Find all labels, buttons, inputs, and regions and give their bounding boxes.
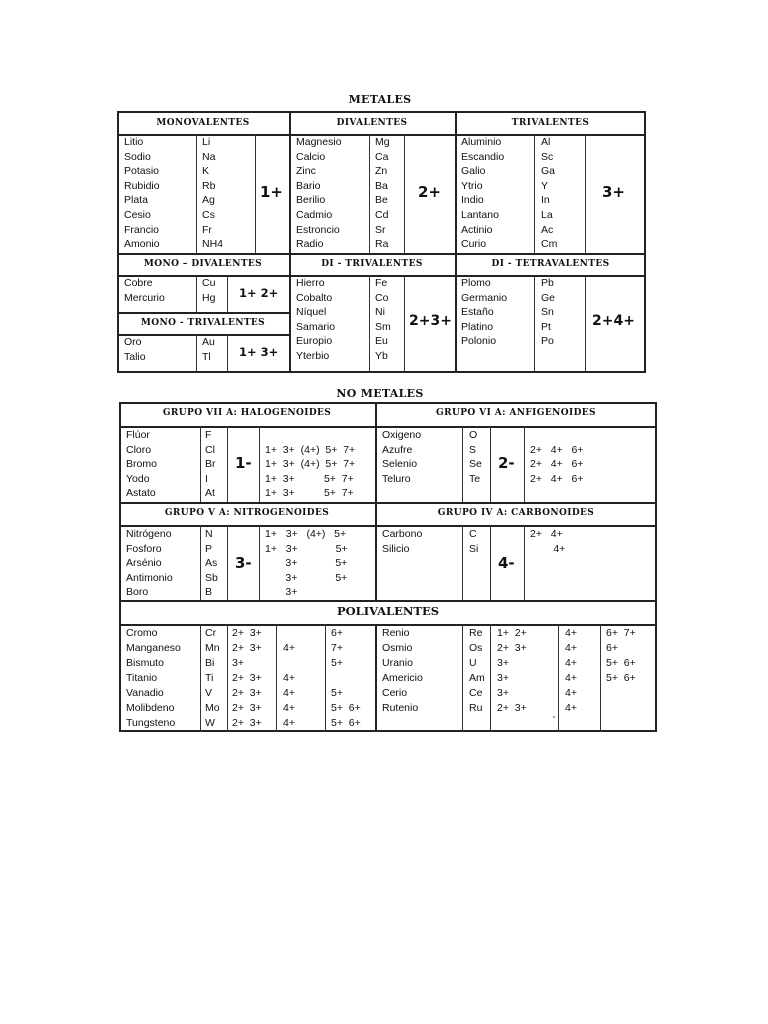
oxidation-states-item: 5+ <box>331 687 343 699</box>
halogenoides-header: GRUPO VII A: HALOGENOIDES <box>162 408 332 418</box>
valence-label: 2- <box>498 454 515 472</box>
element-symbols-item: Ga <box>541 165 556 178</box>
oxidation-states <box>283 626 295 731</box>
element-names <box>124 276 165 305</box>
element-symbols <box>469 626 485 716</box>
element-names-item: Europio <box>296 335 333 348</box>
oxidation-states-item: 5+ 6+ <box>331 717 361 729</box>
element-symbols-item: Ra <box>375 238 389 251</box>
element-symbols-item: Po <box>541 335 554 348</box>
element-symbols-item: U <box>469 657 477 669</box>
element-symbols-item: Rb <box>202 179 216 192</box>
oxidation-states-item: 5+ <box>331 657 343 669</box>
element-names-item: Yterbio <box>296 349 330 362</box>
element-symbols-item: Al <box>541 136 551 148</box>
element-names <box>126 428 157 501</box>
divider <box>117 312 289 314</box>
oxidation-states-item: 5+ 6+ <box>606 672 636 684</box>
element-symbols-item: Pt <box>541 320 551 333</box>
oxidation-states-item: 2+ 3+ <box>232 687 262 699</box>
element-symbols <box>541 135 557 252</box>
oxidation-states-item: 2+ 4+ 6+ <box>530 472 584 485</box>
element-names-item: Cobre <box>124 277 153 289</box>
metales-title: METALES <box>348 93 412 106</box>
element-symbols-item: Sr <box>375 223 386 236</box>
element-names <box>126 626 181 731</box>
divider <box>200 624 201 732</box>
element-symbols-item: Tl <box>202 350 211 363</box>
element-symbols-item: K <box>202 165 210 178</box>
element-names-item: Silicio <box>382 542 410 555</box>
oxidation-states <box>497 626 527 716</box>
element-names-item: Teluro <box>382 472 411 485</box>
element-names <box>461 276 507 349</box>
element-names-item: Samario <box>296 320 336 333</box>
element-names-item: Estroncio <box>296 223 340 236</box>
oxidation-states-item <box>283 656 295 671</box>
element-symbols-item: Ce <box>469 687 483 699</box>
element-symbols-item: NH4 <box>202 238 224 251</box>
element-symbols-item: Si <box>469 542 479 555</box>
element-names-item: Carbono <box>382 528 423 540</box>
oxidation-states-item: 6+ 7+ <box>606 627 636 639</box>
oxidation-states-item <box>530 428 583 443</box>
divider <box>524 525 525 600</box>
divider <box>462 426 463 502</box>
nitrogenoides-header: GRUPO V A: NITROGENOIDES <box>164 508 330 518</box>
element-names-item: Mercurio <box>124 291 165 304</box>
element-symbols-item: Be <box>375 194 388 207</box>
element-names-item: Galio <box>461 165 486 178</box>
divalentes-header: DIVALENTES <box>336 118 408 128</box>
oxidation-states-item: 4+ <box>283 702 295 714</box>
divider <box>119 600 657 602</box>
element-symbols-item: Cd <box>375 208 389 221</box>
divider <box>196 334 197 373</box>
element-names-item: Talio <box>124 350 146 363</box>
element-names <box>382 428 421 486</box>
element-symbols-item: At <box>205 487 215 500</box>
element-symbols-item: Cr <box>205 627 217 639</box>
divider <box>585 275 586 373</box>
oxidation-states-item: 3+ <box>497 687 509 699</box>
speck-mark <box>553 716 555 718</box>
element-names-item: Rubidio <box>124 179 160 192</box>
element-names <box>124 135 160 252</box>
element-symbols-item: N <box>205 528 213 540</box>
element-names-item: Manganeso <box>126 642 181 654</box>
element-symbols-item: Os <box>469 642 483 654</box>
divider <box>255 134 256 253</box>
divider <box>289 111 291 373</box>
divider <box>375 402 377 600</box>
divider <box>259 426 260 502</box>
element-names-item: Platino <box>461 320 494 333</box>
element-symbols-item: Au <box>202 336 215 348</box>
divider <box>455 111 457 373</box>
divider <box>259 525 260 600</box>
element-names-item: Astato <box>126 487 156 500</box>
element-symbols-item: Zn <box>375 165 388 178</box>
element-symbols-item: Cs <box>202 208 215 221</box>
divider <box>600 624 601 732</box>
oxidation-states-item: 4+ <box>283 717 295 729</box>
element-names-item: Cesio <box>124 208 151 221</box>
oxidation-states-item: 4+ <box>565 627 577 639</box>
element-names-item: Zinc <box>296 165 316 178</box>
element-names-item: Uranio <box>382 657 413 669</box>
oxidation-states-item: 2+ 3+ <box>232 672 262 684</box>
element-symbols-item: Li <box>202 136 211 148</box>
divider <box>119 502 657 504</box>
element-names-item: Cromo <box>126 627 158 639</box>
element-names-item: Titanio <box>126 672 158 684</box>
divider <box>227 525 228 600</box>
oxidation-states-item: 4+ <box>565 672 577 684</box>
oxidation-states-item: 4+ <box>565 642 577 654</box>
element-symbols <box>205 527 218 600</box>
oxidation-states-item: 2+ 3+ <box>497 702 527 714</box>
element-names-item: Yodo <box>126 472 150 485</box>
element-symbols-item: Ag <box>202 194 215 207</box>
element-names-item: Nitrógeno <box>126 528 172 540</box>
element-symbols-item: Te <box>469 472 481 485</box>
element-symbols-item: Mo <box>205 702 220 714</box>
element-symbols-item: Am <box>469 672 485 684</box>
element-names <box>296 276 335 364</box>
oxidation-states-item: 6+ <box>331 627 343 639</box>
element-symbols-item: Ca <box>375 150 389 163</box>
divider <box>200 525 201 600</box>
element-names-item: Renio <box>382 627 410 639</box>
divider <box>534 275 535 373</box>
element-names-item: Calcio <box>296 150 326 163</box>
oxidation-states-item: 4+ <box>565 657 577 669</box>
oxidation-states-item: 4+ <box>283 672 295 684</box>
element-symbols <box>202 276 215 305</box>
oxidation-states-item: 2+ 3+ <box>497 642 527 654</box>
oxidation-states-item: 3+ 5+ <box>265 571 348 584</box>
element-symbols-item: Cm <box>541 238 558 251</box>
element-names-item: Bismuto <box>126 657 164 669</box>
oxidation-states-item: 3+ <box>265 586 298 599</box>
element-symbols-item: Mn <box>205 642 220 654</box>
oxidation-states-item: 4+ <box>530 542 566 555</box>
oxidation-states-item: 4+ <box>283 642 295 654</box>
divider <box>585 134 586 253</box>
oxidation-states-item: 2+ 3+ <box>232 627 262 639</box>
element-names-item: Flúor <box>126 429 150 441</box>
element-names-item: Oxigeno <box>382 429 422 441</box>
oxidation-states <box>565 626 577 716</box>
element-symbols-item: Ba <box>375 179 388 192</box>
oxidation-states <box>265 428 355 501</box>
element-names-item: Potasio <box>124 165 160 178</box>
oxidation-states <box>232 626 262 731</box>
divider <box>227 334 228 373</box>
element-symbols <box>202 135 223 252</box>
element-symbols-item: Fe <box>375 277 388 289</box>
element-names <box>126 527 173 600</box>
element-names <box>124 335 146 364</box>
monovalentes-header: MONOVALENTES <box>156 118 250 128</box>
oxidation-states-item: 2+ 4+ 6+ <box>530 458 584 471</box>
element-symbols <box>375 276 391 364</box>
di-trivalentes-header: DI - TRIVALENTES <box>321 259 423 269</box>
valence-label: 1+ 2+ <box>239 286 279 300</box>
oxidation-states <box>530 428 583 486</box>
valence-label: 2+3+ <box>409 313 452 329</box>
element-names-item: Actinio <box>461 223 493 236</box>
element-symbols-item: Ni <box>375 306 385 319</box>
element-names-item: Tungsteno <box>126 717 176 729</box>
element-symbols-item: O <box>469 429 478 441</box>
oxidation-states <box>530 527 565 556</box>
element-names-item: Plata <box>124 194 148 207</box>
element-symbols-item: I <box>205 472 208 485</box>
element-names-item: Oro <box>124 336 142 348</box>
trivalentes-header: TRIVALENTES <box>511 118 590 128</box>
oxidation-states-item: 1+ 3+ 5+ 7+ <box>265 472 354 485</box>
divider <box>227 275 228 312</box>
element-symbols-item: C <box>469 528 477 540</box>
oxidation-states-item: 1+ 3+ 5+ <box>265 542 348 555</box>
valence-label: 1+ <box>260 183 284 201</box>
element-symbols-item: S <box>469 443 477 456</box>
element-symbols-item: Se <box>469 458 482 471</box>
oxidation-states-item <box>331 671 361 686</box>
oxidation-states-item: 5+ 6+ <box>606 657 636 669</box>
no-metales-title: NO METALES <box>336 387 424 400</box>
element-names-item: Arsénio <box>126 557 162 570</box>
element-names-item: Radio <box>296 238 324 251</box>
oxidation-states-item: 7+ <box>331 642 343 654</box>
element-symbols-item: Bi <box>205 657 215 669</box>
oxidation-states-item: 5+ 6+ <box>331 702 361 714</box>
element-names-item: Germanio <box>461 291 508 304</box>
element-symbols-item: Y <box>541 179 549 192</box>
divider <box>325 624 326 732</box>
oxidation-states-item: 2+ 3+ <box>232 642 262 654</box>
oxidation-states <box>606 626 636 716</box>
element-symbols-item: Re <box>469 627 483 639</box>
element-names <box>382 626 423 716</box>
mono-trivalentes-header: MONO - TRIVALENTES <box>140 318 266 328</box>
element-names-item: Níquel <box>296 306 327 319</box>
oxidation-states-item <box>265 428 355 443</box>
element-names-item: Vanadio <box>126 687 164 699</box>
element-symbols <box>541 276 555 349</box>
element-names-item: Berilio <box>296 194 326 207</box>
element-names-item: Hierro <box>296 277 325 289</box>
element-symbols-item: As <box>205 557 218 570</box>
element-names-item: Ytrio <box>461 179 483 192</box>
element-names <box>296 135 342 252</box>
element-names <box>382 527 422 556</box>
element-symbols-item: Pb <box>541 277 554 289</box>
element-symbols-item: Cu <box>202 277 216 289</box>
element-names-item: Rutenio <box>382 702 419 714</box>
element-symbols-item: Ge <box>541 291 556 304</box>
element-symbols-item: F <box>205 429 212 441</box>
oxidation-states-item: 3+ <box>232 657 244 669</box>
oxidation-states-item <box>283 626 295 641</box>
element-symbols <box>375 135 390 252</box>
element-symbols-item: Sn <box>541 306 554 319</box>
element-symbols <box>205 626 220 731</box>
element-names-item: Polonio <box>461 335 497 348</box>
divider <box>524 426 525 502</box>
element-names-item: Curio <box>461 238 487 251</box>
oxidation-states-item: 4+ <box>565 687 577 699</box>
element-symbols <box>469 527 478 556</box>
element-symbols-item: Ti <box>205 672 214 684</box>
element-symbols-item: W <box>205 717 215 729</box>
oxidation-states-item <box>606 701 636 716</box>
polivalentes-header: POLIVALENTES <box>336 604 440 618</box>
element-symbols-item: V <box>205 687 213 699</box>
oxidation-states-item: 1+ 2+ <box>497 627 527 639</box>
element-names-item: Cerio <box>382 687 408 699</box>
oxidation-states <box>331 626 361 731</box>
element-symbols-item: Ru <box>469 702 483 714</box>
element-symbols-item: Fr <box>202 223 212 236</box>
element-symbols-item: Hg <box>202 291 216 304</box>
element-names-item: Lantano <box>461 208 499 221</box>
element-names-item: Amonio <box>124 238 160 251</box>
carbonoides-header: GRUPO IV A: CARBONOIDES <box>437 508 595 518</box>
element-names-item: Plomo <box>461 277 491 289</box>
oxidation-states-item: 3+ <box>497 672 509 684</box>
element-names-item: Americio <box>382 672 423 684</box>
element-symbols <box>205 428 216 501</box>
oxidation-states-item <box>606 686 636 701</box>
divider <box>462 525 463 600</box>
element-names-item: Estaño <box>461 306 494 319</box>
element-names-item: Indio <box>461 194 484 207</box>
element-symbols <box>469 428 482 486</box>
oxidation-states-item: 1+ 3+ (4+) 5+ <box>265 528 347 540</box>
element-symbols-item: Na <box>202 150 216 163</box>
oxidation-states-item: 1+ 3+ (4+) 5+ 7+ <box>265 443 356 456</box>
mono-divalentes-header: MONO – DIVALENTES <box>143 259 263 269</box>
oxidation-states-item: 2+ 3+ <box>232 702 262 714</box>
element-names-item: Bromo <box>126 458 157 471</box>
oxidation-states-item: 3+ <box>497 657 509 669</box>
element-names-item: Escandio <box>461 150 505 163</box>
element-symbols-item: Yb <box>375 349 388 362</box>
element-symbols-item: Co <box>375 291 389 304</box>
divider <box>200 426 201 502</box>
divider <box>534 134 535 253</box>
divider <box>490 426 491 502</box>
oxidation-states-item: 1+ 3+ (4+) 5+ 7+ <box>265 458 356 471</box>
element-names-item: Selenio <box>382 458 418 471</box>
valence-label: 3- <box>235 554 252 572</box>
oxidation-states-item: 2+ 4+ 6+ <box>530 443 584 456</box>
element-names-item: Molibdeno <box>126 702 175 714</box>
divider <box>404 275 405 373</box>
divider <box>558 624 559 732</box>
element-symbols-item: Br <box>205 458 216 471</box>
element-symbols-item: P <box>205 542 213 555</box>
element-names-item: Aluminio <box>461 136 502 148</box>
oxidation-states-item: 4+ <box>283 687 295 699</box>
element-names-item: Fosforo <box>126 542 162 555</box>
oxidation-states-item: 6+ <box>606 642 618 654</box>
element-names-item: Cobalto <box>296 291 333 304</box>
valence-label: 2+ <box>418 183 442 201</box>
element-symbols-item: Eu <box>375 335 388 348</box>
element-symbols-item: Sc <box>541 150 554 163</box>
element-names-item: Cloro <box>126 443 152 456</box>
element-names-item: Bario <box>296 179 321 192</box>
element-symbols-item: Ac <box>541 223 554 236</box>
divider <box>227 624 228 732</box>
element-symbols-item: Mg <box>375 136 390 148</box>
valence-label: 1- <box>235 454 252 472</box>
oxidation-states-item: 2+ 4+ <box>530 528 563 540</box>
valence-label: 3+ <box>602 183 626 201</box>
element-symbols <box>202 335 215 364</box>
divider <box>196 275 197 312</box>
divider <box>369 134 370 253</box>
di-tetravalentes-header: DI - TETRAVALENTES <box>491 259 610 269</box>
element-names-item: Osmio <box>382 642 413 654</box>
oxidation-states-item: 1+ 3+ 5+ 7+ <box>265 487 354 500</box>
divider <box>227 426 228 502</box>
element-names-item: Boro <box>126 586 149 599</box>
divider <box>404 134 405 253</box>
oxidation-states-item: 3+ 5+ <box>265 557 348 570</box>
anfigenoides-header: GRUPO VI A: ANFIGENOIDES <box>436 408 596 418</box>
element-symbols-item: Sb <box>205 571 218 584</box>
divider <box>369 275 370 373</box>
element-symbols-item: La <box>541 208 553 221</box>
element-symbols-item: In <box>541 194 550 207</box>
element-names-item: Azufre <box>382 443 413 456</box>
valence-label: 2+4+ <box>592 313 635 329</box>
divider <box>276 624 277 732</box>
divider <box>375 624 377 732</box>
divider <box>490 624 491 732</box>
valence-label: 1+ 3+ <box>239 345 279 359</box>
oxidation-states-item: 2+ 3+ <box>232 717 262 729</box>
valence-label: 4- <box>498 554 515 572</box>
element-names-item: Antimonio <box>126 571 173 584</box>
element-names-item: Francio <box>124 223 160 236</box>
element-names-item: Magnesio <box>296 136 342 148</box>
element-names-item: Sodio <box>124 150 151 163</box>
divider <box>462 624 463 732</box>
divider <box>196 134 197 253</box>
element-names <box>461 135 504 252</box>
divider <box>117 253 646 255</box>
element-names-item: Cadmio <box>296 208 333 221</box>
element-names-item: Litio <box>124 136 144 148</box>
element-symbols-item: B <box>205 586 213 599</box>
element-symbols-item: Sm <box>375 320 391 333</box>
oxidation-states-item: 4+ <box>565 702 577 714</box>
divider <box>490 525 491 600</box>
element-symbols-item: Cl <box>205 443 215 456</box>
oxidation-states <box>265 527 348 600</box>
